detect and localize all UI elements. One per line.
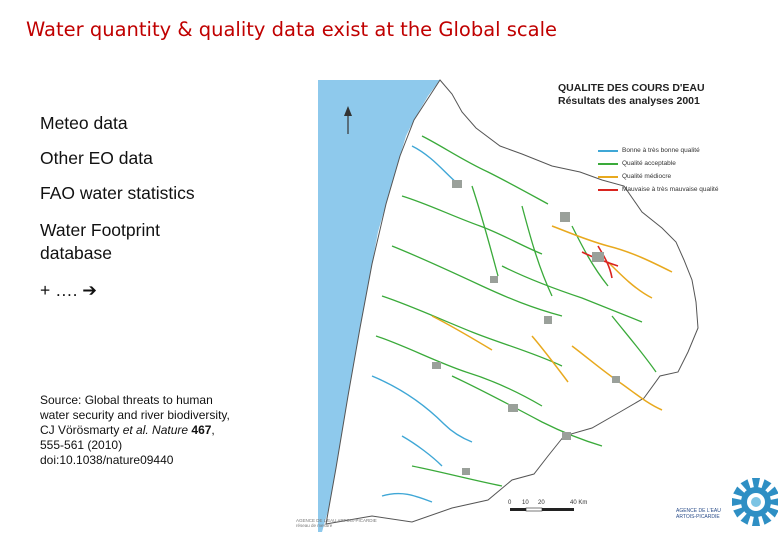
map-title-line-1: QUALITE DES COURS D'EAU bbox=[558, 82, 705, 94]
source-doi: doi:10.1038/nature09440 bbox=[40, 453, 174, 467]
map-credit bbox=[296, 518, 377, 528]
agency-line-1: AGENCE DE L'EAU bbox=[676, 508, 721, 514]
legend-label: Qualité médiocre bbox=[622, 173, 672, 180]
legend-item-bad bbox=[598, 183, 718, 196]
source-line-3 bbox=[40, 423, 270, 438]
legend-label: Mauvaise à très mauvaise qualité bbox=[622, 186, 719, 193]
organization-logo-icon bbox=[726, 468, 778, 539]
legend-swatch-green bbox=[598, 163, 618, 165]
legend-item-acceptable bbox=[598, 157, 718, 170]
map-credit-line-1: AGENCE DE L'EAU ARTOIS-PICARDIE bbox=[296, 518, 377, 523]
legend-swatch-red bbox=[598, 189, 618, 191]
legend-label: Qualité acceptable bbox=[622, 160, 676, 167]
slide-title: Water quantity & quality data exist at the Global scale bbox=[26, 18, 558, 41]
bullet-more: + …. ➔ bbox=[40, 280, 97, 300]
source-authors: CJ Vörösmarty bbox=[40, 423, 123, 437]
scale-label-20: 20 bbox=[538, 500, 545, 506]
map-legend bbox=[598, 144, 718, 196]
scale-label-40: 40 Km bbox=[570, 500, 588, 506]
sun-gear-icon bbox=[726, 468, 778, 534]
map-title bbox=[558, 82, 705, 108]
source-line-1: Source: Global threats to human bbox=[40, 393, 213, 407]
agency-logo-text bbox=[676, 508, 726, 530]
water-quality-map bbox=[296, 76, 772, 534]
source-pages-year: 555-561 (2010) bbox=[40, 438, 123, 452]
legend-label: Bonne à très bonne qualité bbox=[622, 147, 700, 154]
scale-label-0: 0 bbox=[508, 500, 512, 506]
legend-swatch-blue bbox=[598, 150, 618, 152]
legend-swatch-orange bbox=[598, 176, 618, 178]
legend-item-mediocre bbox=[598, 170, 718, 183]
bullet-meteo-data: Meteo data bbox=[40, 113, 128, 133]
map-credit-line-2: réseau de mesure bbox=[296, 523, 333, 528]
source-comma: , bbox=[211, 423, 215, 437]
source-line-2: water security and river biodiversity, bbox=[40, 408, 230, 422]
legend-item-very-good bbox=[598, 144, 718, 157]
source-etal-journal: et al. Nature bbox=[122, 423, 192, 437]
agency-line-2: ARTOIS-PICARDIE bbox=[676, 514, 720, 520]
bullet-other-eo-data: Other EO data bbox=[40, 148, 153, 168]
scale-bar bbox=[510, 508, 574, 511]
bullet-water-footprint-database: Water Footprint database bbox=[40, 220, 160, 263]
bullet-fao-water-statistics: FAO water statistics bbox=[40, 183, 195, 203]
source-citation bbox=[40, 393, 270, 468]
scale-label-10: 10 bbox=[522, 500, 529, 506]
source-volume: 467 bbox=[191, 423, 212, 437]
map-title-line-2: Résultats des analyses 2001 bbox=[558, 95, 700, 107]
